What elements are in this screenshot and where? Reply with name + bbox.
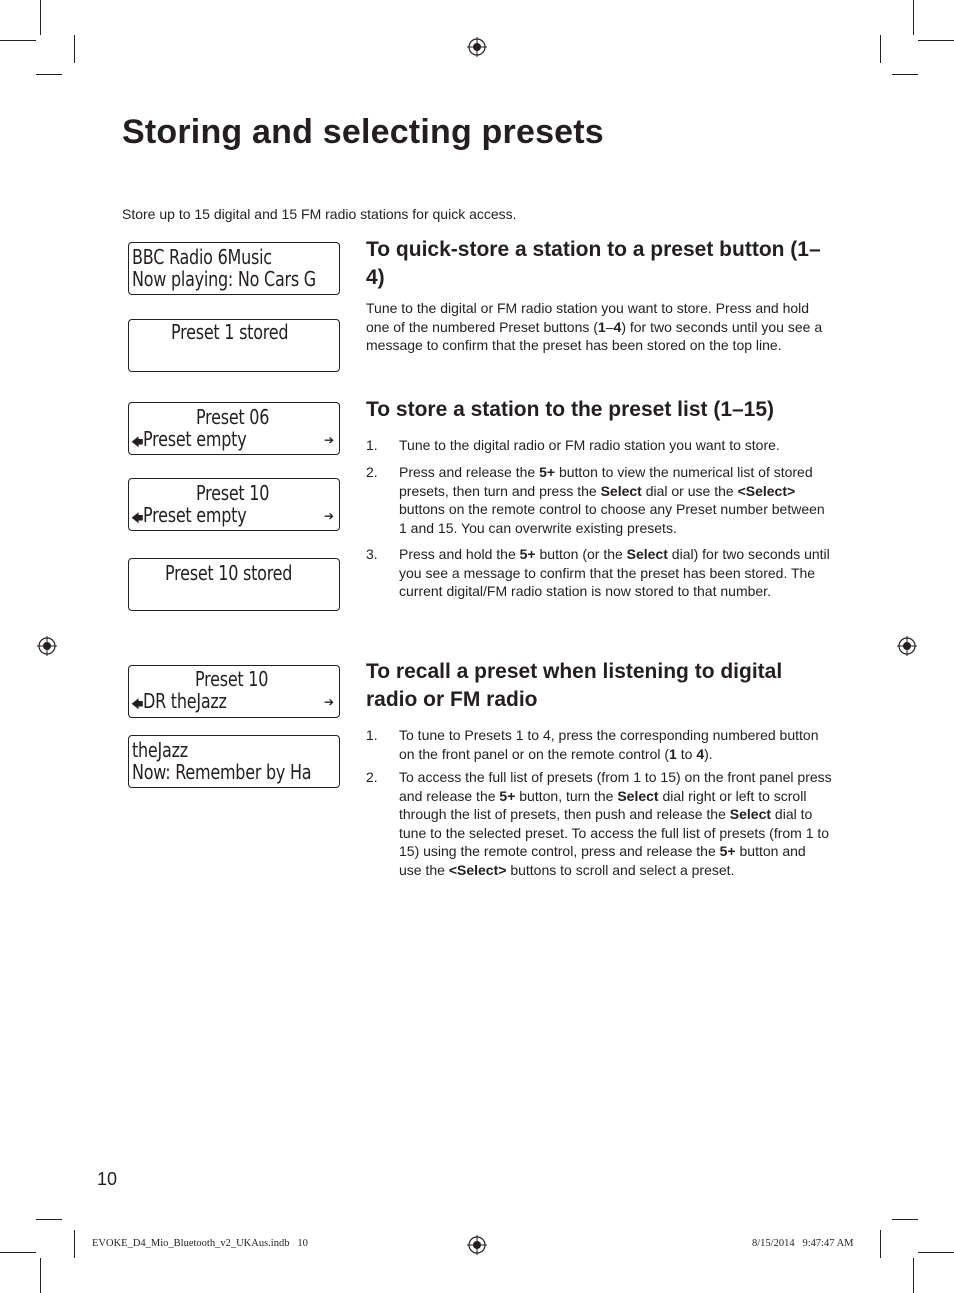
lcd-display [128, 478, 340, 531]
section-heading: To recall a preset when listening to digital radio or FM radio [366, 660, 783, 711]
section-heading: To store a station to the preset list (1–15) [366, 398, 775, 421]
lcd-line: Preset 06 [196, 405, 270, 429]
lcd-line: Now playing: No Cars G [132, 267, 316, 291]
intro-text: Store up to 15 digital and 15 FM radio stations for quick access. [122, 206, 517, 222]
section-body: Tune to the digital or FM radio station you want to store. Press and hold one of the numbered Preset buttons (1–4) for two seconds until you see a message to confirm that the preset has been stored on the top line. [366, 300, 823, 353]
page-number: 10 [97, 1169, 118, 1189]
lcd-display [128, 558, 340, 611]
page-title: Storing and selecting presets [122, 113, 604, 151]
right-arrow-icon: ➔ [323, 433, 334, 447]
lcd-line: Preset empty [143, 503, 247, 527]
lcd-line: Preset empty [143, 427, 247, 451]
footer-date: 8/15/2014 9:47:47 AM [752, 1238, 854, 1249]
lcd-line: BBC Radio 6Music [132, 245, 272, 269]
right-arrow-icon: ➔ [323, 509, 334, 523]
registration-mark-icon [897, 636, 917, 656]
registration-mark-icon [37, 636, 57, 656]
left-arrow-icon: 🡄 [131, 697, 144, 711]
lcd-line: Preset 10 stored [165, 561, 293, 585]
lcd-line: Preset 1 stored [171, 320, 289, 344]
lcd-line: theJazz [132, 738, 188, 762]
lcd-display [128, 402, 340, 455]
right-arrow-icon: ➔ [323, 695, 334, 709]
lcd-display [128, 242, 340, 295]
left-arrow-icon: 🡄 [131, 511, 144, 525]
lcd-line: Preset 10 [195, 667, 269, 691]
footer-file: EVOKE_D4_Mio_Bluetooth_v2_UKAus.indb 10 [92, 1238, 308, 1249]
lcd-line: Now: Remember by Ha [132, 760, 312, 784]
registration-mark-icon [467, 37, 487, 57]
registration-mark-icon [467, 1235, 487, 1255]
lcd-line: Preset 10 [196, 481, 270, 505]
left-arrow-icon: 🡄 [131, 435, 144, 449]
lcd-display [128, 665, 340, 718]
lcd-display [128, 319, 340, 372]
lcd-display [128, 735, 340, 788]
section-heading: To quick-store a station to a preset button (1–4) [366, 238, 821, 289]
lcd-line: DR theJazz [143, 689, 227, 713]
